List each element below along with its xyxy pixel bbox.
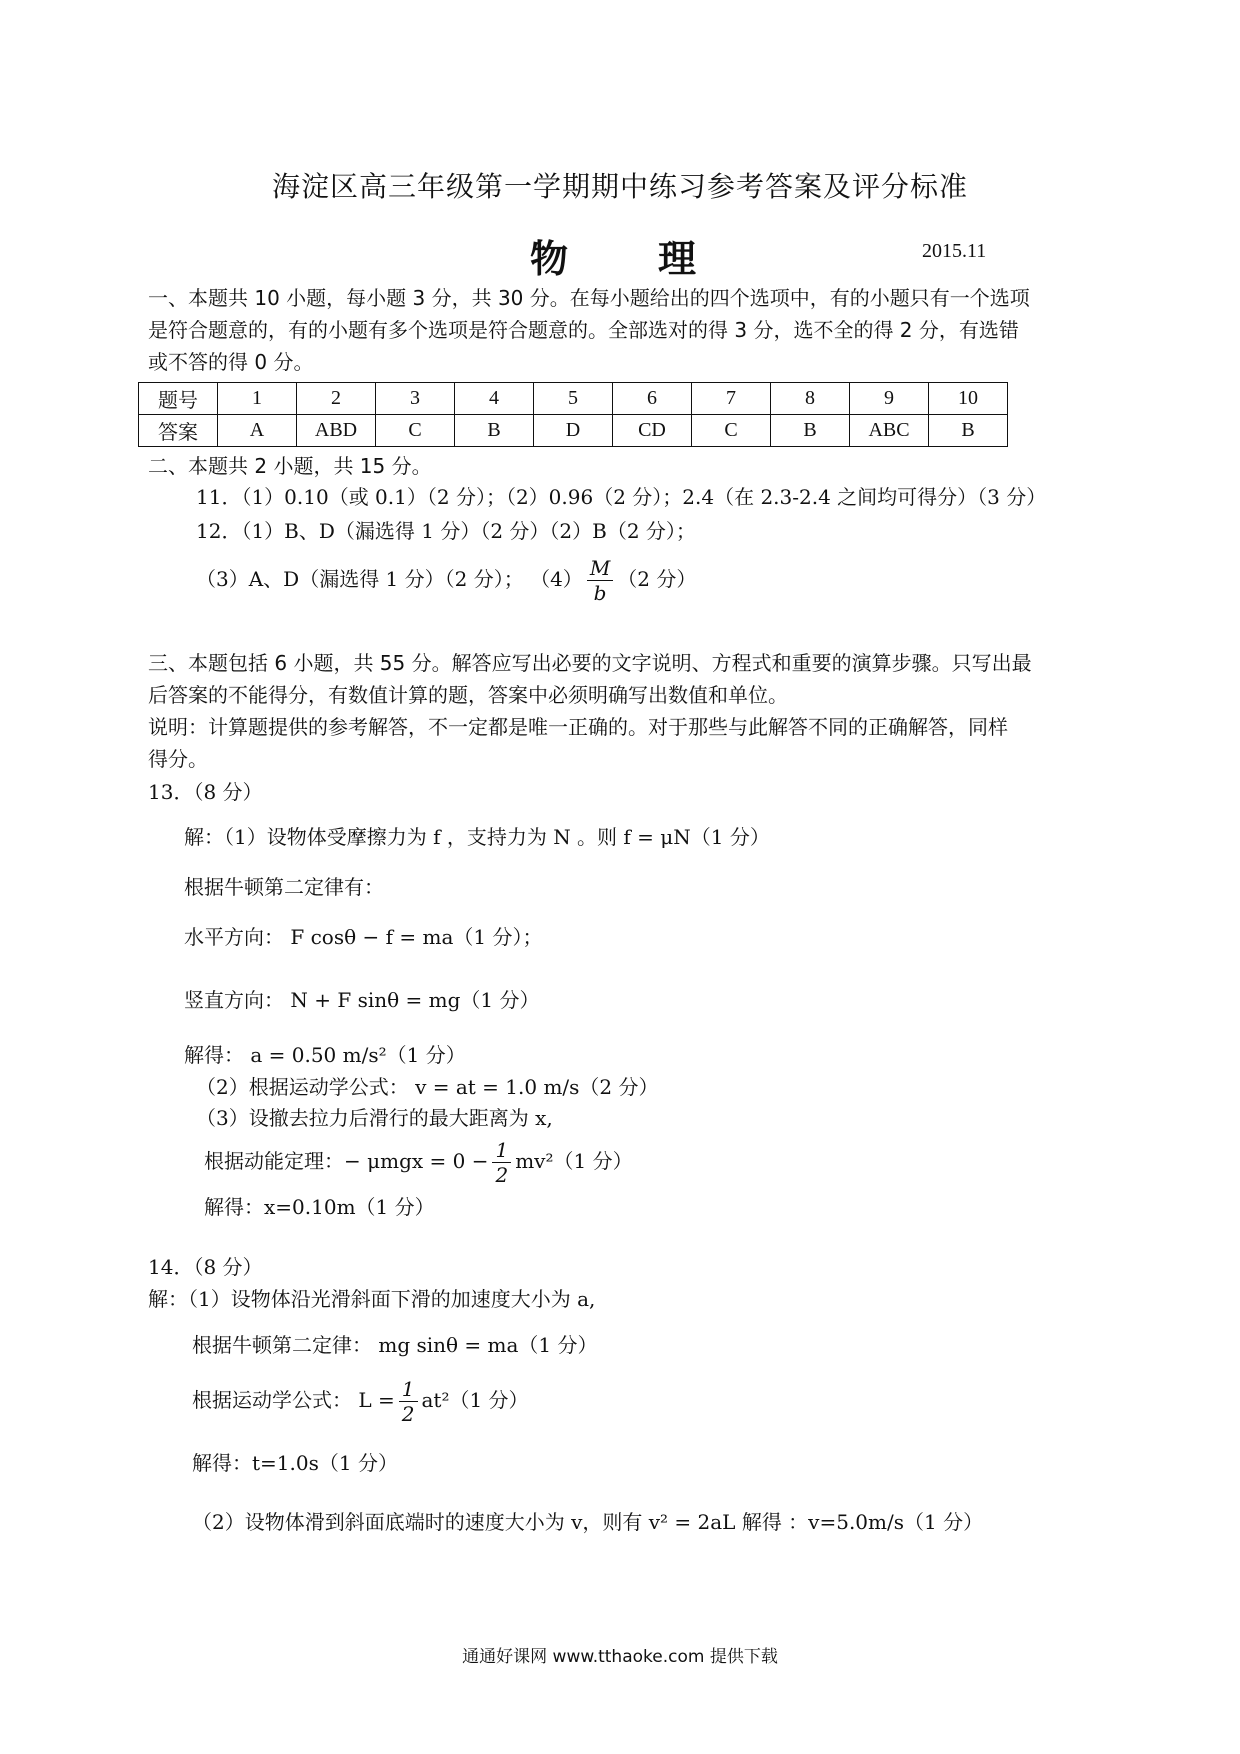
numerator: 1 xyxy=(492,1138,511,1163)
q13-energy-tail: mv²（1 分） xyxy=(515,1149,633,1173)
q14-line: 根据牛顿第二定律： mg sinθ = ma（1 分） xyxy=(192,1333,598,1357)
q14-kinematics-text: 根据运动学公式： L = xyxy=(192,1388,395,1412)
q-answer: CD xyxy=(613,415,692,447)
q-answer: C xyxy=(692,415,771,447)
row-label-number: 题号 xyxy=(139,383,218,415)
q13-line: 水平方向： F cosθ − f = ma（1 分）； xyxy=(184,925,543,949)
q-number: 3 xyxy=(376,383,455,415)
q13-line: （3）设撤去拉力后滑行的最大距离为 x, xyxy=(196,1106,553,1130)
q14-kinematics-line xyxy=(192,1377,529,1426)
subject-heading xyxy=(530,228,696,283)
q-answer: B xyxy=(455,415,534,447)
q14-line: 解得：t=1.0s（1 分） xyxy=(192,1451,398,1475)
table-row-numbers xyxy=(139,383,1008,415)
q-number: 5 xyxy=(534,383,613,415)
table-row-answers xyxy=(139,415,1008,447)
denominator: b xyxy=(593,581,607,605)
section1-line1: 一、本题共 10 小题，每小题 3 分，共 30 分。在每小题给出的四个选项中，有的小题只有一个选项 xyxy=(148,286,1030,310)
q-number: 2 xyxy=(297,383,376,415)
numerator: 1 xyxy=(399,1377,418,1402)
subject-char-2: 理 xyxy=(658,236,697,281)
q12-answer-part1: 12．（1）B、D（漏选得 1 分）（2 分）（2）B（2 分）； xyxy=(196,519,696,543)
section3-note2: 得分。 xyxy=(148,747,208,771)
q12-score: （2 分） xyxy=(617,567,697,591)
section3-line2: 后答案的不能得分，有数值计算的题，答案中必须明确写出数值和单位。 xyxy=(148,683,788,707)
q14-line: （2）设物体滑到斜面底端时的速度大小为 v，则有 v² = 2aL 解得 ：v=5.0m/s（1 分） xyxy=(192,1510,984,1534)
section2-heading: 二、本题共 2 小题，共 15 分。 xyxy=(148,454,432,478)
q-answer: C xyxy=(376,415,455,447)
fraction-one-half xyxy=(492,1138,511,1187)
section1-line3: 或不答的得 0 分。 xyxy=(148,350,314,374)
download-footer: 通通好课网 www.tthaoke.com 提供下载 xyxy=(462,1647,778,1667)
q-number: 1 xyxy=(218,383,297,415)
q-number: 4 xyxy=(455,383,534,415)
q14-line: 解：（1）设物体沿光滑斜面下滑的加速度大小为 a, xyxy=(148,1287,596,1311)
q-answer: ABD xyxy=(297,415,376,447)
q13-line: （2）根据运动学公式： v = at = 1.0 m/s（2 分） xyxy=(196,1075,659,1099)
q-number: 8 xyxy=(771,383,850,415)
section3-line1: 三、本题包括 6 小题，共 55 分。解答应写出必要的文字说明、方程式和重要的演算步骤。只写出最 xyxy=(148,651,1032,675)
fraction-one-half xyxy=(399,1377,418,1426)
exam-date: 2015.11 xyxy=(922,240,987,262)
q13-line: 竖直方向： N + F sinθ = mg（1 分） xyxy=(184,988,540,1012)
q13-line: 解得：x=0.10m（1 分） xyxy=(204,1195,435,1219)
q12-answer-part2 xyxy=(196,556,696,605)
q13-line: 解：（1）设物体受摩擦力为 f ，支持力为 N 。则 f = μN（1 分） xyxy=(184,825,770,849)
denominator: 2 xyxy=(495,1163,509,1187)
section1-line2: 是符合题意的，有的小题有多个选项是符合题意的。全部选对的得 3 分，选不全的得 2 分，有选错 xyxy=(148,318,1019,342)
q-number: 9 xyxy=(850,383,929,415)
answer-table xyxy=(138,382,1008,447)
q-answer: D xyxy=(534,415,613,447)
row-label-answer: 答案 xyxy=(139,415,218,447)
q12-text: （3）A、D（漏选得 1 分）（2 分）； （4） xyxy=(196,567,583,591)
q-number: 6 xyxy=(613,383,692,415)
section3-note1: 说明：计算题提供的参考解答，不一定都是唯一正确的。对于那些与此解答不同的正确解答，同样 xyxy=(148,715,1008,739)
q11-answer: 11．（1）0.10（或 0.1）（2 分）；（2）0.96（2 分）；2.4（在 2.3-2.4 之间均可得分）（3 分） xyxy=(196,485,1047,509)
q13-heading: 13．（8 分） xyxy=(148,780,263,804)
q-answer: B xyxy=(929,415,1008,447)
q13-line: 根据牛顿第二定律有： xyxy=(184,875,384,899)
q-answer: A xyxy=(218,415,297,447)
q-number: 7 xyxy=(692,383,771,415)
q-answer: ABC xyxy=(850,415,929,447)
q13-energy-line xyxy=(204,1138,633,1187)
denominator: 2 xyxy=(401,1402,415,1426)
q-number: 10 xyxy=(929,383,1008,415)
document-title: 海淀区高三年级第一学期期中练习参考答案及评分标准 xyxy=(271,170,968,203)
q14-kinematics-tail: at²（1 分） xyxy=(421,1388,529,1412)
subject-char-1: 物 xyxy=(530,236,569,281)
q13-energy-text: 根据动能定理：− μmgx = 0 − xyxy=(204,1149,489,1173)
q13-line: 解得： a = 0.50 m/s²（1 分） xyxy=(184,1043,466,1067)
fraction-m-over-b xyxy=(587,556,613,605)
q-answer: B xyxy=(771,415,850,447)
numerator: M xyxy=(587,556,613,581)
q14-heading: 14．（8 分） xyxy=(148,1255,263,1279)
